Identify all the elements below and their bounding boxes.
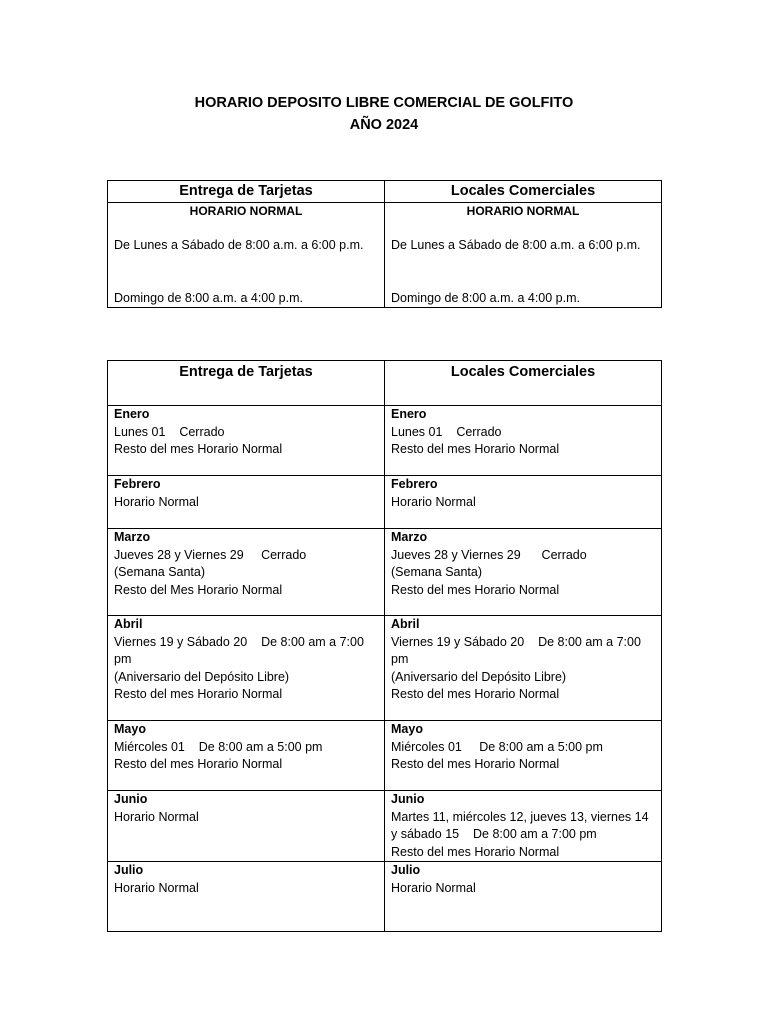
- table-row: [108, 616, 662, 721]
- weekday-hours: De Lunes a Sábado de 8:00 a.m. a 6:00 p.m.: [391, 238, 641, 252]
- schedule-line: y sábado 15 De 8:00 am a 7:00 pm: [391, 827, 597, 841]
- table-row: [108, 791, 662, 862]
- normal-schedule-heading: HORARIO NORMAL: [189, 204, 303, 218]
- normal-schedule-cell-locales: [385, 203, 662, 308]
- month-name: Abril: [391, 617, 420, 631]
- table-row: [108, 203, 662, 308]
- sunday-hours: Domingo de 8:00 a.m. a 4:00 p.m.: [114, 290, 303, 305]
- table-row: [108, 529, 662, 616]
- cell-locales: [385, 476, 662, 529]
- normal-schedule-table: [107, 180, 662, 308]
- cell-tarjetas: [108, 406, 385, 476]
- schedule-line: Jueves 28 y Viernes 29 Cerrado: [391, 547, 587, 562]
- month-name: Mayo: [391, 722, 423, 736]
- monthly-schedule-table: [107, 360, 662, 932]
- schedule-line: Martes 11, miércoles 12, jueves 13, viernes 14: [391, 809, 649, 824]
- document-title: HORARIO DEPOSITO LIBRE COMERCIAL DE GOLFITO: [194, 95, 574, 111]
- schedule-line: (Aniversario del Depósito Libre): [391, 669, 567, 684]
- schedule-line: Resto del mes Horario Normal: [391, 442, 560, 456]
- schedule-line: pm: [391, 652, 409, 666]
- schedule-line: (Semana Santa): [391, 565, 483, 579]
- cell-locales: [385, 616, 662, 721]
- schedule-line: Horario Normal: [391, 494, 476, 509]
- schedule-line: Resto del mes Horario Normal: [114, 757, 283, 771]
- month-name: Julio: [391, 863, 421, 877]
- month-name: Febrero: [391, 477, 438, 491]
- cell-tarjetas: [108, 721, 385, 791]
- schedule-line: Resto del mes Horario Normal: [391, 757, 560, 771]
- schedule-line: Lunes 01 Cerrado: [391, 424, 502, 439]
- header-locales-comerciales: Locales Comerciales: [385, 181, 662, 203]
- month-name: Junio: [114, 792, 148, 806]
- schedule-line: (Aniversario del Depósito Libre): [114, 669, 290, 684]
- sunday-hours: Domingo de 8:00 a.m. a 4:00 p.m.: [391, 290, 580, 305]
- month-name: Febrero: [114, 477, 161, 491]
- schedule-line: Lunes 01 Cerrado: [114, 424, 225, 439]
- schedule-line: Miércoles 01 De 8:00 am a 5:00 pm: [114, 739, 323, 754]
- schedule-line: Horario Normal: [114, 809, 199, 824]
- schedule-line: Resto del mes Horario Normal: [114, 442, 283, 456]
- month-name: Enero: [391, 407, 427, 421]
- schedule-line: Horario Normal: [391, 880, 476, 895]
- normal-schedule-cell-tarjetas: [108, 203, 385, 308]
- schedule-line: pm: [114, 652, 132, 666]
- month-name: Mayo: [114, 722, 146, 736]
- header-entrega-tarjetas: Entrega de Tarjetas: [108, 181, 385, 203]
- schedule-line: Resto del mes Horario Normal: [391, 582, 560, 597]
- cell-tarjetas: [108, 791, 385, 862]
- table-row: [108, 476, 662, 529]
- month-name: Abril: [114, 617, 143, 631]
- schedule-line: Resto del mes Horario Normal: [114, 687, 283, 701]
- month-name: Enero: [114, 407, 150, 421]
- cell-tarjetas: [108, 529, 385, 616]
- schedule-line: Viernes 19 y Sábado 20 De 8:00 am a 7:00: [114, 634, 364, 649]
- month-name: Marzo: [391, 530, 428, 544]
- schedule-line: Miércoles 01 De 8:00 am a 5:00 pm: [391, 739, 603, 754]
- schedule-line: Resto del Mes Horario Normal: [114, 582, 283, 597]
- schedule-line: Horario Normal: [114, 494, 199, 509]
- cell-locales: [385, 862, 662, 932]
- schedule-line: Viernes 19 y Sábado 20 De 8:00 am a 7:00: [391, 634, 641, 649]
- schedule-line: Resto del mes Horario Normal: [391, 844, 560, 859]
- header-locales-comerciales: Locales Comerciales: [385, 361, 662, 406]
- schedule-line: (Semana Santa): [114, 565, 206, 579]
- weekday-hours: De Lunes a Sábado de 8:00 a.m. a 6:00 p.m.: [114, 238, 364, 252]
- header-entrega-tarjetas: Entrega de Tarjetas: [108, 361, 385, 406]
- table-row: [108, 406, 662, 476]
- cell-tarjetas: [108, 862, 385, 932]
- cell-tarjetas: [108, 476, 385, 529]
- table-header-row: [108, 361, 662, 406]
- table-row: [108, 862, 662, 932]
- cell-locales: [385, 406, 662, 476]
- schedule-line: Horario Normal: [114, 880, 199, 895]
- document-year: AÑO 2024: [349, 117, 419, 133]
- table-header-row: [108, 181, 662, 203]
- schedule-line: Resto del mes Horario Normal: [391, 687, 560, 701]
- table-row: [108, 721, 662, 791]
- month-name: Marzo: [114, 530, 151, 544]
- month-name: Junio: [391, 792, 425, 806]
- cell-locales: [385, 791, 662, 862]
- normal-schedule-heading: HORARIO NORMAL: [466, 204, 580, 218]
- cell-locales: [385, 529, 662, 616]
- cell-tarjetas: [108, 616, 385, 721]
- month-name: Julio: [114, 863, 144, 877]
- cell-locales: [385, 721, 662, 791]
- schedule-line: Jueves 28 y Viernes 29 Cerrado: [114, 547, 307, 562]
